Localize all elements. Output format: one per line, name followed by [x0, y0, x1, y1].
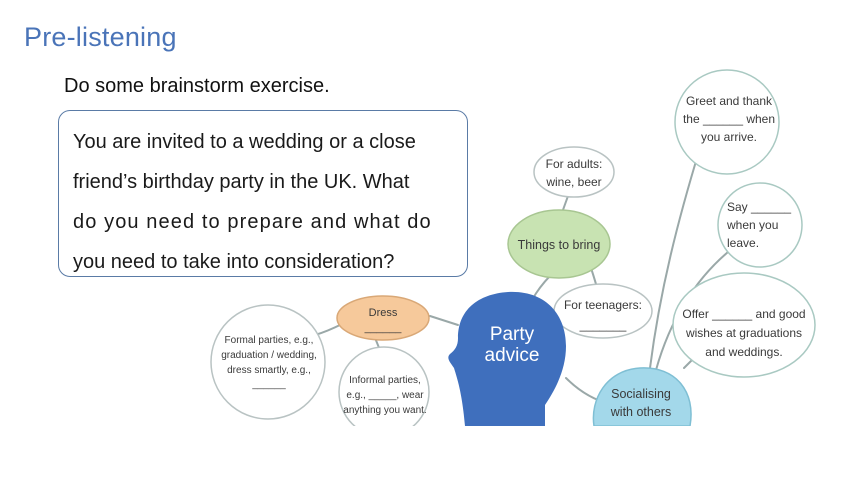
informal-text-3: anything you want. — [343, 405, 427, 416]
greet-bubble — [675, 70, 779, 174]
formal-text-1: Formal parties, e.g., — [224, 335, 314, 346]
things-to-bring-bubble — [508, 210, 610, 278]
question-line: You are invited to a wedding or a close — [73, 131, 416, 153]
informal-bubble — [339, 347, 429, 437]
dress-bubble — [337, 296, 429, 340]
say-text-2: when you — [727, 218, 779, 232]
instruction-text: Do some brainstorm exercise. — [64, 75, 330, 97]
say-text-1: Say ______ — [727, 200, 792, 214]
greet-text-2: the ______ when — [682, 112, 776, 126]
formal-text-3: dress smartly, e.g., — [227, 365, 311, 376]
page-title: Pre-listening — [24, 22, 177, 52]
dress-blank: ______ — [364, 322, 402, 334]
for-teenagers-blank: _______ — [579, 318, 627, 332]
socialising-text-2: with others — [610, 405, 672, 419]
crop-mask — [200, 426, 860, 484]
offer-text-3: and weddings. — [705, 345, 783, 359]
offer-text-1: Offer ______ and good — [682, 307, 806, 321]
for-teenagers-text: For teenagers: — [563, 298, 643, 312]
offer-text-2: wishes at graduations — [685, 326, 803, 340]
head-text-1: Party — [489, 324, 535, 345]
head-silhouette — [448, 292, 566, 426]
connector-head-dress — [430, 316, 458, 325]
for-adults-text-2: wine, beer — [546, 175, 602, 189]
say-text-3: leave. — [727, 236, 760, 250]
formal-text-4: ______ — [252, 379, 286, 390]
offer-bubble — [673, 273, 815, 377]
question-line: friend’s birthday party in the UK. What — [73, 171, 410, 193]
connector-dress-formal — [315, 324, 342, 335]
formal-bubble — [211, 305, 325, 419]
for-adults-bubble — [534, 147, 614, 197]
say-bubble — [718, 183, 802, 267]
question-line: you need to take into consideration? — [73, 251, 395, 273]
for-adults-text-1: For adults: — [545, 157, 603, 171]
dress-label: Dress — [368, 307, 398, 319]
for-teenagers-bubble — [554, 284, 652, 338]
greet-text-1: Greet and thank — [685, 94, 773, 108]
things-to-bring-label: Things to bring — [517, 238, 601, 252]
informal-text-2: e.g., _____, wear — [346, 390, 424, 401]
head-text-2: advice — [484, 345, 540, 366]
informal-text-1: Informal parties, — [349, 375, 421, 386]
socialising-bubble — [593, 368, 691, 426]
question-line: do you need to prepare and what do — [73, 211, 432, 233]
formal-text-2: graduation / wedding, — [221, 350, 317, 361]
greet-text-3: you arrive. — [700, 130, 758, 144]
socialising-text-1: Socialising — [611, 387, 671, 401]
